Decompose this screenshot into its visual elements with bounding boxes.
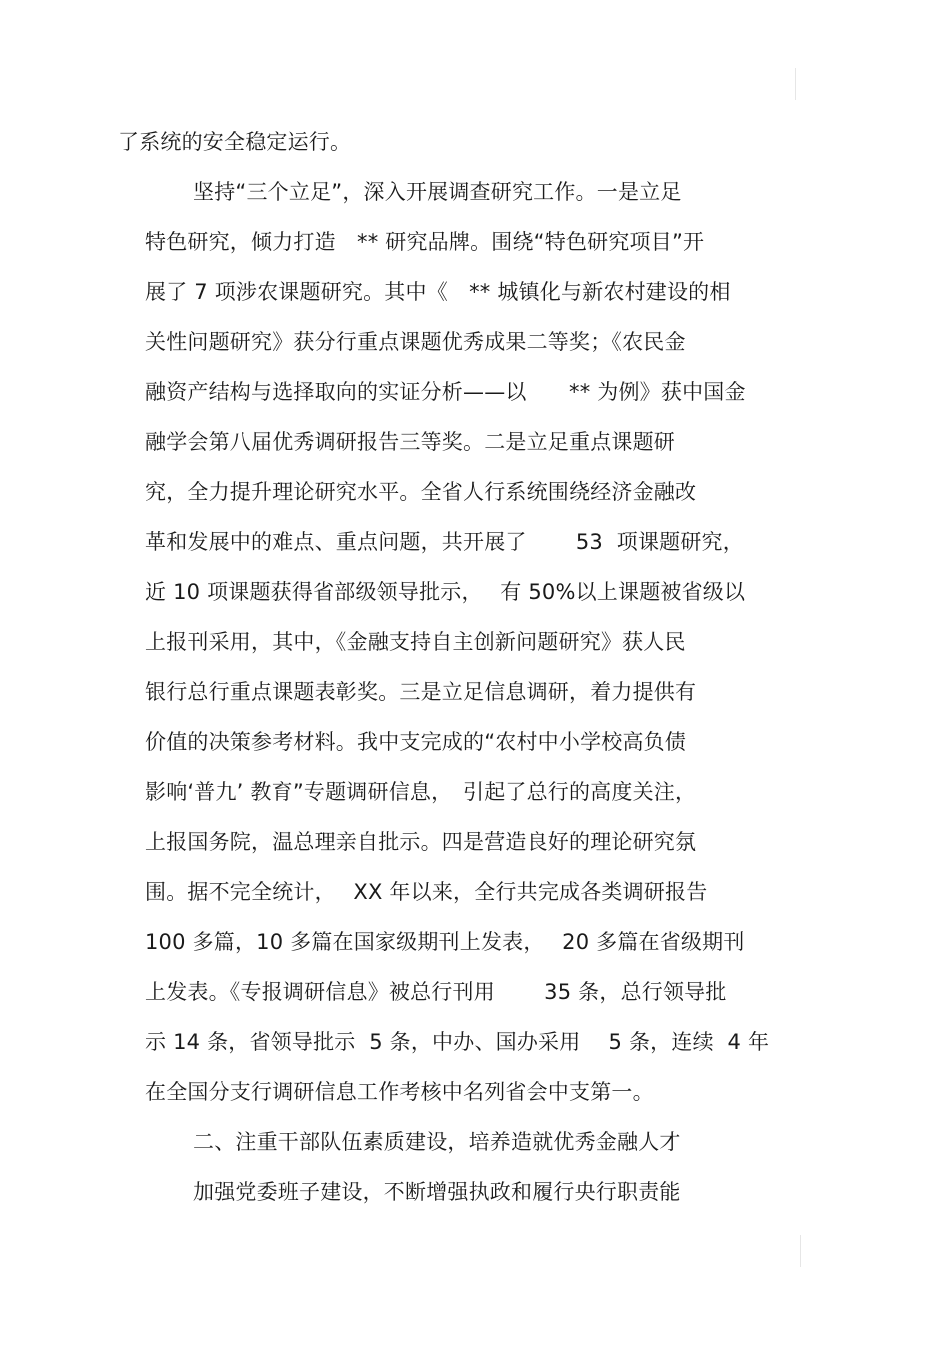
text-line: 上报国务院，温总理亲自批示。四是营造良好的理论研究氛 (145, 830, 697, 854)
text-line: 100 多篇，10 多篇在国家级期刊上发表， 20 多篇在省级期刊 (145, 930, 745, 954)
text-line: 革和发展中的难点、重点问题，共开展了 53 项课题研究， (145, 530, 744, 554)
text-line: 融学会第八届优秀调研报告三等奖。二是立足重点课题研 (145, 430, 675, 454)
text-line: 关性问题研究》获分行重点课题优秀成果二等奖；《农民金 (145, 330, 686, 354)
text-line: 示 14 条，省领导批示 5 条，中办、国办采用 5 条，连续 4 年 (145, 1030, 770, 1054)
text-line: 银行总行重点课题表彰奖。三是立足信息调研，着力提供有 (145, 680, 697, 704)
text-line: 融资产结构与选择取向的实证分析——以 ** 为例》获中国金 (145, 380, 746, 404)
paragraph-start-line: 加强党委班子建设，不断增强执政和履行央行职责能 (193, 1180, 681, 1204)
page-edge-mark-bottom (800, 1235, 801, 1267)
text-line: 上发表。《专报调研信息》被总行刊用 35 条，总行领导批 (145, 980, 727, 1004)
text-line: 上报刊采用，其中，《金融支持自主创新问题研究》获人民 (145, 630, 686, 654)
paragraph-start-line: 坚持“三个立足”，深入开展调查研究工作。一是立足 (193, 180, 682, 204)
text-line: 展了 7 项涉农课题研究。其中《 ** 城镇化与新农村建设的相 (145, 280, 731, 304)
page-edge-mark-top (795, 68, 796, 100)
text-line: 特色研究，倾力打造 ** 研究品牌。围绕“特色研究项目”开 (145, 230, 705, 254)
text-line: 价值的决策参考材料。我中支完成的“农村中小学校高负债 (145, 730, 687, 754)
section-heading: 二、注重干部队伍素质建设，培养造就优秀金融人才 (193, 1130, 681, 1154)
text-line: 究，全力提升理论研究水平。全省人行系统围绕经济金融改 (145, 480, 697, 504)
text-line: 近 10 项课题获得省部级领导批示， 有 50%以上课题被省级以 (145, 580, 746, 604)
text-line: 了系统的安全稳定运行。 (118, 130, 352, 154)
text-line: 影响‘普九’ 教育”专题调研信息， 引起了总行的高度关注， (145, 780, 697, 804)
text-line: 在全国分支行调研信息工作考核中名列省会中支第一。 (145, 1080, 654, 1104)
text-line: 围。据不完全统计， XX 年以来，全行共完成各类调研报告 (145, 880, 708, 904)
